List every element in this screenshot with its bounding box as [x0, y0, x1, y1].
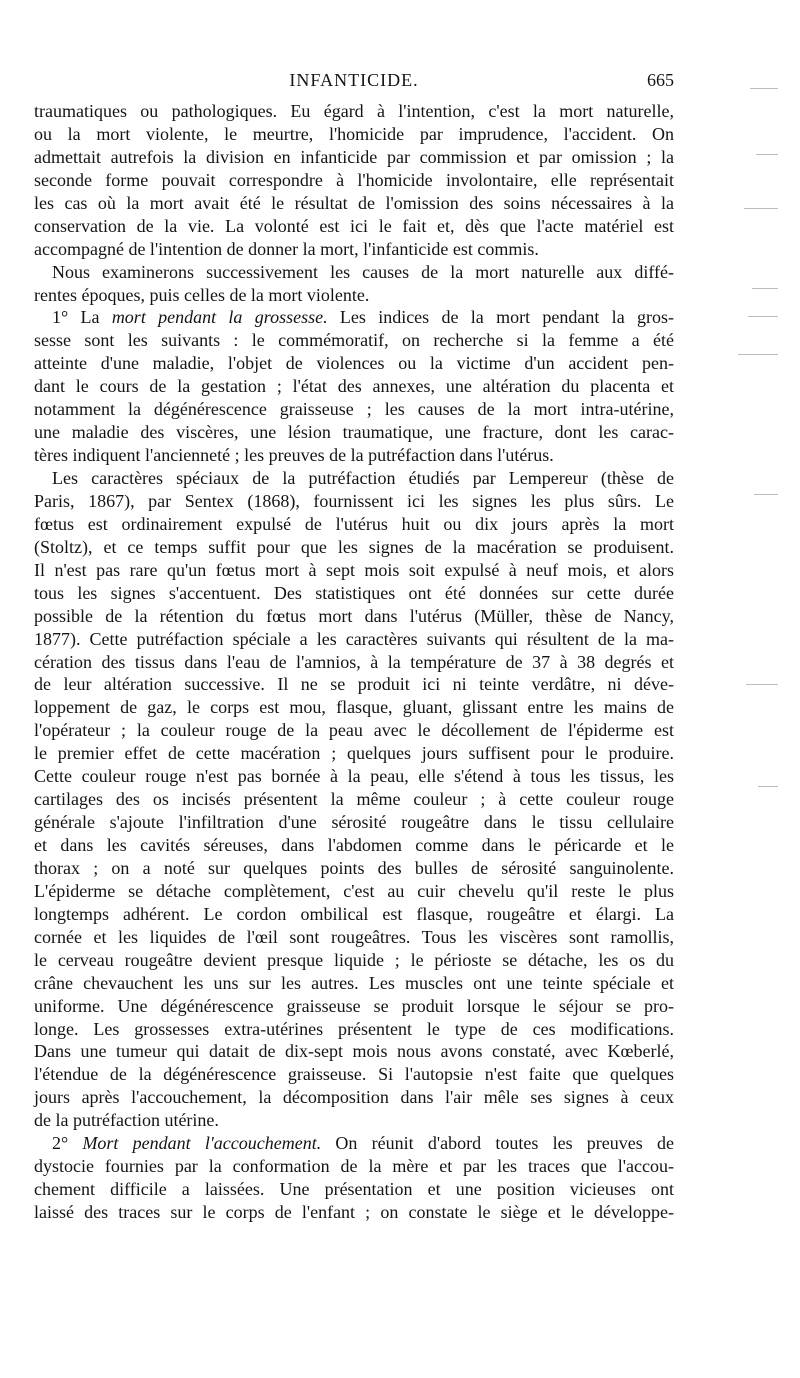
page-number: 665: [647, 70, 674, 90]
text-line: thorax ; on a noté sur quelques points des bulles de sérosité sanguinolente.: [34, 857, 674, 878]
text-line: Paris, 1867), par Sentex (1868), fournissent ici les signes les plus sûrs. Le: [34, 490, 674, 511]
text-line: tères indiquent l'ancienneté ; les preuves de la putréfaction dans l'utérus.: [34, 445, 554, 466]
text-line: le premier effet de cette macération ; quelques jours suffisent pour le produire.: [34, 743, 674, 764]
page-header: [34, 70, 674, 96]
text-line: L'épiderme se détache complètement, c'est au cuir chevelu qu'il reste le plus: [34, 880, 674, 901]
text-run: On réunit d'abord toutes les preuves de: [321, 1133, 675, 1154]
text-run: 1° La: [52, 307, 112, 328]
text-line: l'opérateur ; la couleur rouge de la peau avec le décollement de l'épiderme est: [34, 720, 674, 741]
text-line: et dans les cavités séreuses, dans l'abdomen comme dans le péricarde et le: [34, 835, 674, 855]
text-line: tous les signes s'accentuent. Des statistiques ont été données sur cette durée: [34, 582, 674, 603]
text-line: atteinte d'une maladie, l'objet de violences ou la victime d'un accident pen-: [34, 353, 674, 374]
text-line: 1877). Cette putréfaction spéciale a les caractères suivants qui résultent de la ma-: [34, 628, 674, 649]
text-line: rentes époques, puis celles de la mort violente.: [34, 284, 370, 305]
text-line: cartilages des os incisés présentent la même couleur ; à cette couleur rouge: [34, 789, 674, 810]
text-line: seconde forme pouvait correspondre à l'homicide involontaire, elle représentait: [34, 169, 674, 190]
text-line: dant le cours de la gestation ; l'état des annexes, une altération du placenta et: [34, 376, 674, 397]
text-line: loppement de gaz, le corps est mou, flasque, gluant, glissant entre les mains de: [34, 697, 674, 718]
text-line: Nous examinerons successivement les causes de la mort naturelle aux diffé-: [52, 261, 674, 282]
text-line: Dans une tumeur qui datait de dix-sept mois nous avons constaté, avec Kœberlé,: [34, 1041, 674, 1062]
text-line: sesse sont les suivants : le commémoratif, on recherche si la femme a été: [34, 330, 674, 351]
text-line: conservation de la vie. La volonté est ici le fait et, dès que l'acte matériel est: [34, 215, 674, 236]
text-line: Les caractères spéciaux de la putréfaction étudiés par Lempereur (thèse de: [52, 468, 674, 488]
text-line: traumatiques ou pathologiques. Eu égard à l'intention, c'est la mort naturelle,: [34, 101, 674, 121]
text-line: de la putréfaction utérine.: [34, 1110, 219, 1131]
section-heading-italic: mort pendant la grossesse.: [111, 307, 328, 328]
text-line: [34, 306, 674, 329]
text-line: dystocie fournies par la conformation de la mère et par les traces que l'accou-: [34, 1156, 674, 1177]
text-line: de leur altération successive. Il ne se produit ici ni teinte verdâtre, ni déve-: [34, 674, 674, 695]
text-line: jours après l'accouchement, la décomposition dans l'air mêle ses signes à ceux: [34, 1087, 674, 1108]
text-line: possible de la rétention du fœtus mort dans l'utérus (Müller, thèse de Nancy,: [34, 605, 674, 626]
bleed-through-marks: [732, 20, 792, 1320]
section-heading-italic: Mort pendant l'accouchement.: [82, 1133, 322, 1154]
text-line: chement difficile a laissées. Une présentation et une position vicieuses ont: [34, 1179, 674, 1200]
text-line: fœtus est ordinairement expulsé de l'utérus huit ou dix jours après la mort: [34, 513, 674, 534]
text-line: notamment la dégénérescence graisseuse ; les causes de la mort intra-utérine,: [34, 399, 674, 420]
text-line: cération des tissus dans l'eau de l'amnios, à la température de 37 à 38 degrés et: [34, 651, 674, 672]
running-title: INFANTICIDE.: [289, 70, 419, 90]
text-line: longe. Les grossesses extra-utérines présentent le type de ces modifications.: [34, 1018, 674, 1039]
text-line: accompagné de l'intention de donner la mort, l'infanticide est commis.: [34, 238, 539, 259]
body-text: [34, 100, 674, 1224]
text-line: l'étendue de la dégénérescence graisseuse. Si l'autopsie n'est faite que quelques: [34, 1064, 674, 1085]
text-line: admettait autrefois la division en infanticide par commission et par omission ; la: [34, 146, 674, 167]
text-line: une maladie des viscères, une lésion traumatique, une fracture, dont les carac-: [34, 422, 674, 443]
text-line: longtemps adhérent. Le cordon ombilical est flasque, rougeâtre et élargi. La: [34, 903, 674, 924]
text-line: ou la mort violente, le meurtre, l'homicide par imprudence, l'accident. On: [34, 123, 674, 144]
text-line: cornée et les liquides de l'œil sont rougeâtres. Tous les viscères sont ramollis,: [34, 926, 674, 947]
text-line: uniforme. Une dégénérescence graisseuse se produit lorsque le séjour se pro-: [34, 995, 674, 1016]
text-line: le cerveau rougeâtre devient presque liquide ; le périoste se détache, les os du: [34, 949, 674, 970]
text-line: générale s'ajoute l'infiltration d'une sérosité rougeâtre dans le tissu cellulaire: [34, 812, 674, 833]
text-line: crâne chevauchent les uns sur les autres. Les muscles ont une teinte spéciale et: [34, 972, 674, 993]
text-line: laissé des traces sur le corps de l'enfant ; on constate le siège et le développe-: [34, 1202, 674, 1222]
text-line: Il n'est pas rare qu'un fœtus mort à sept mois soit expulsé à neuf mois, et alors: [34, 559, 674, 580]
text-line: [34, 1132, 674, 1155]
text-line: (Stoltz), et ce temps suffit pour que les signes de la macération se produisent.: [34, 536, 674, 557]
text-line: les cas où la mort avait été le résultat de l'omission des soins nécessaires à la: [34, 192, 674, 213]
text-line: Cette couleur rouge n'est pas bornée à la peau, elle s'étend à tous les tissus, les: [34, 766, 674, 787]
text-run: Les indices de la mort pendant la gros-: [327, 307, 674, 328]
text-run: 2°: [52, 1133, 83, 1154]
